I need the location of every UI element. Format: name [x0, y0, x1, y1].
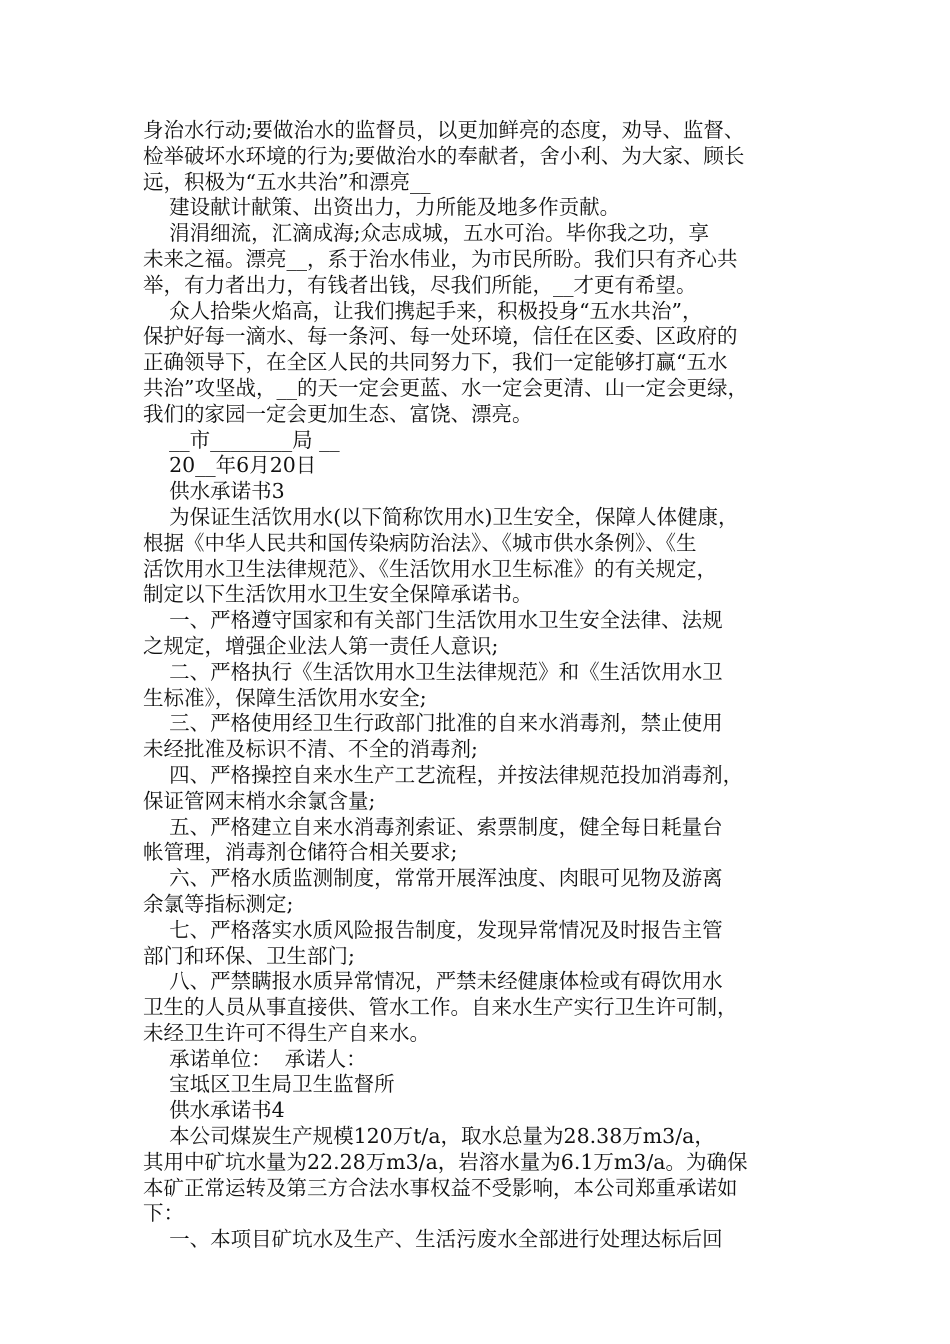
text-line: 五、严格建立自来水消毒剂索证、索票制度，健全每日耗量台: [143, 814, 723, 839]
text-line: 检举破坏水环境的行为;要做治水的奉献者，舍小利、为大家、顾长: [143, 143, 745, 168]
text-line: 其用中矿坑水量为22.28万m3/a，岩溶水量为6.1万m3/a。为确保: [143, 1149, 748, 1174]
section-title: 供水承诺书4: [143, 1098, 285, 1123]
text-line: 四、严格操控自来水生产工艺流程，并按法律规范投加消毒剂，: [143, 762, 744, 787]
section-title: 供水承诺书3: [143, 479, 285, 504]
text-line: 七、严格落实水质风险报告制度，发现异常情况及时报告主管: [143, 917, 723, 942]
text-line: 保证管网末梢水余氯含量;: [143, 788, 376, 813]
signature-org-line: __市________局 __: [143, 427, 340, 452]
text-line: 根据《中华人民共和国传染病防治法》、《城市供水条例》、《生: [143, 530, 697, 555]
text-line: 为保证生活饮用水(以下简称饮用水)卫生安全，保障人体健康，: [143, 504, 739, 529]
text-line: 余氯等指标测定;: [143, 891, 294, 916]
date-line: 20__年6月20日: [143, 453, 317, 478]
text-line: 生标准》，保障生活饮用水安全;: [143, 685, 427, 710]
text-line: 保护好每一滴水、每一条河、每一处环境，信任在区委、区政府的: [143, 324, 738, 349]
text-line: 帐管理，消毒剂仓储符合相关要求;: [143, 840, 458, 865]
text-line: 活饮用水卫生法律规范》、《生活饮用水卫生标准》的有关规定，: [143, 556, 717, 581]
text-line: 众人拾柴火焰高，让我们携起手来，积极投身“五水共治”，: [143, 298, 703, 323]
text-line: 三、严格使用经卫生行政部门批准的自来水消毒剂，禁止使用: [143, 711, 723, 736]
signature-line: 承诺单位： 承诺人：: [143, 1046, 367, 1071]
document-body: [143, 118, 815, 1253]
text-line: 正确领导下，在全区人民的共同努力下，我们一定能够打赢“五水: [143, 350, 728, 375]
text-line: 卫生的人员从事直接供、管水工作。自来水生产实行卫生许可制，: [143, 995, 738, 1020]
text-line: 制定以下生活饮用水卫生安全保障承诺书。: [143, 582, 533, 607]
text-line: 一、严格遵守国家和有关部门生活饮用水卫生安全法律、法规: [143, 608, 723, 633]
text-line: 共治”攻坚战，__的天一定会更蓝、水一定会更清、山一定会更绿，: [143, 375, 748, 400]
signature-org-line: 宝坻区卫生局卫生监督所: [143, 1072, 395, 1097]
text-line: 未经卫生许可不得生产自来水。: [143, 1020, 430, 1045]
text-line: 建设献计献策、出资出力，力所能及地多作贡献。: [143, 195, 621, 220]
text-line: 八、严禁瞒报水质异常情况，严禁未经健康体检或有碍饮用水: [143, 969, 723, 994]
text-line: 身治水行动;要做治水的监督员，以更加鲜亮的态度，劝导、监督、: [143, 118, 745, 142]
text-line: 六、严格水质监测制度，常常开展浑浊度、肉眼可见物及游离: [143, 866, 723, 891]
text-line: 一、本项目矿坑水及生产、生活污废水全部进行处理达标后回: [143, 1227, 723, 1252]
text-line: 之规定，增强企业法人第一责任人意识;: [143, 633, 499, 658]
text-line: 二、严格执行《生活饮用水卫生法律规范》和《生活饮用水卫: [143, 659, 723, 684]
text-line: 举，有力者出力，有钱者出钱，尽我们所能，__才更有希望。: [143, 272, 697, 297]
text-line: 本公司煤炭生产规模120万t/a，取水总量为28.38万m3/a，: [143, 1124, 715, 1149]
text-line: 我们的家园一定会更加生态、富饶、漂亮。: [143, 401, 533, 426]
text-line: 下：: [143, 1201, 184, 1226]
text-line: 涓涓细流，汇滴成海;众志成城，五水可治。毕你我之功，享: [143, 221, 709, 246]
text-line: 未经批准及标识不清、不全的消毒剂;: [143, 737, 478, 762]
text-line: 远，积极为“五水共治”和漂亮__: [143, 169, 431, 194]
text-line: 未来之福。漂亮__，系于治水伟业，为市民所盼。我们只有齐心共: [143, 246, 738, 271]
text-line: 本矿正常运转及第三方合法水事权益不受影响，本公司郑重承诺如: [143, 1175, 738, 1200]
text-line: 部门和环保、卫生部门;: [143, 943, 355, 968]
